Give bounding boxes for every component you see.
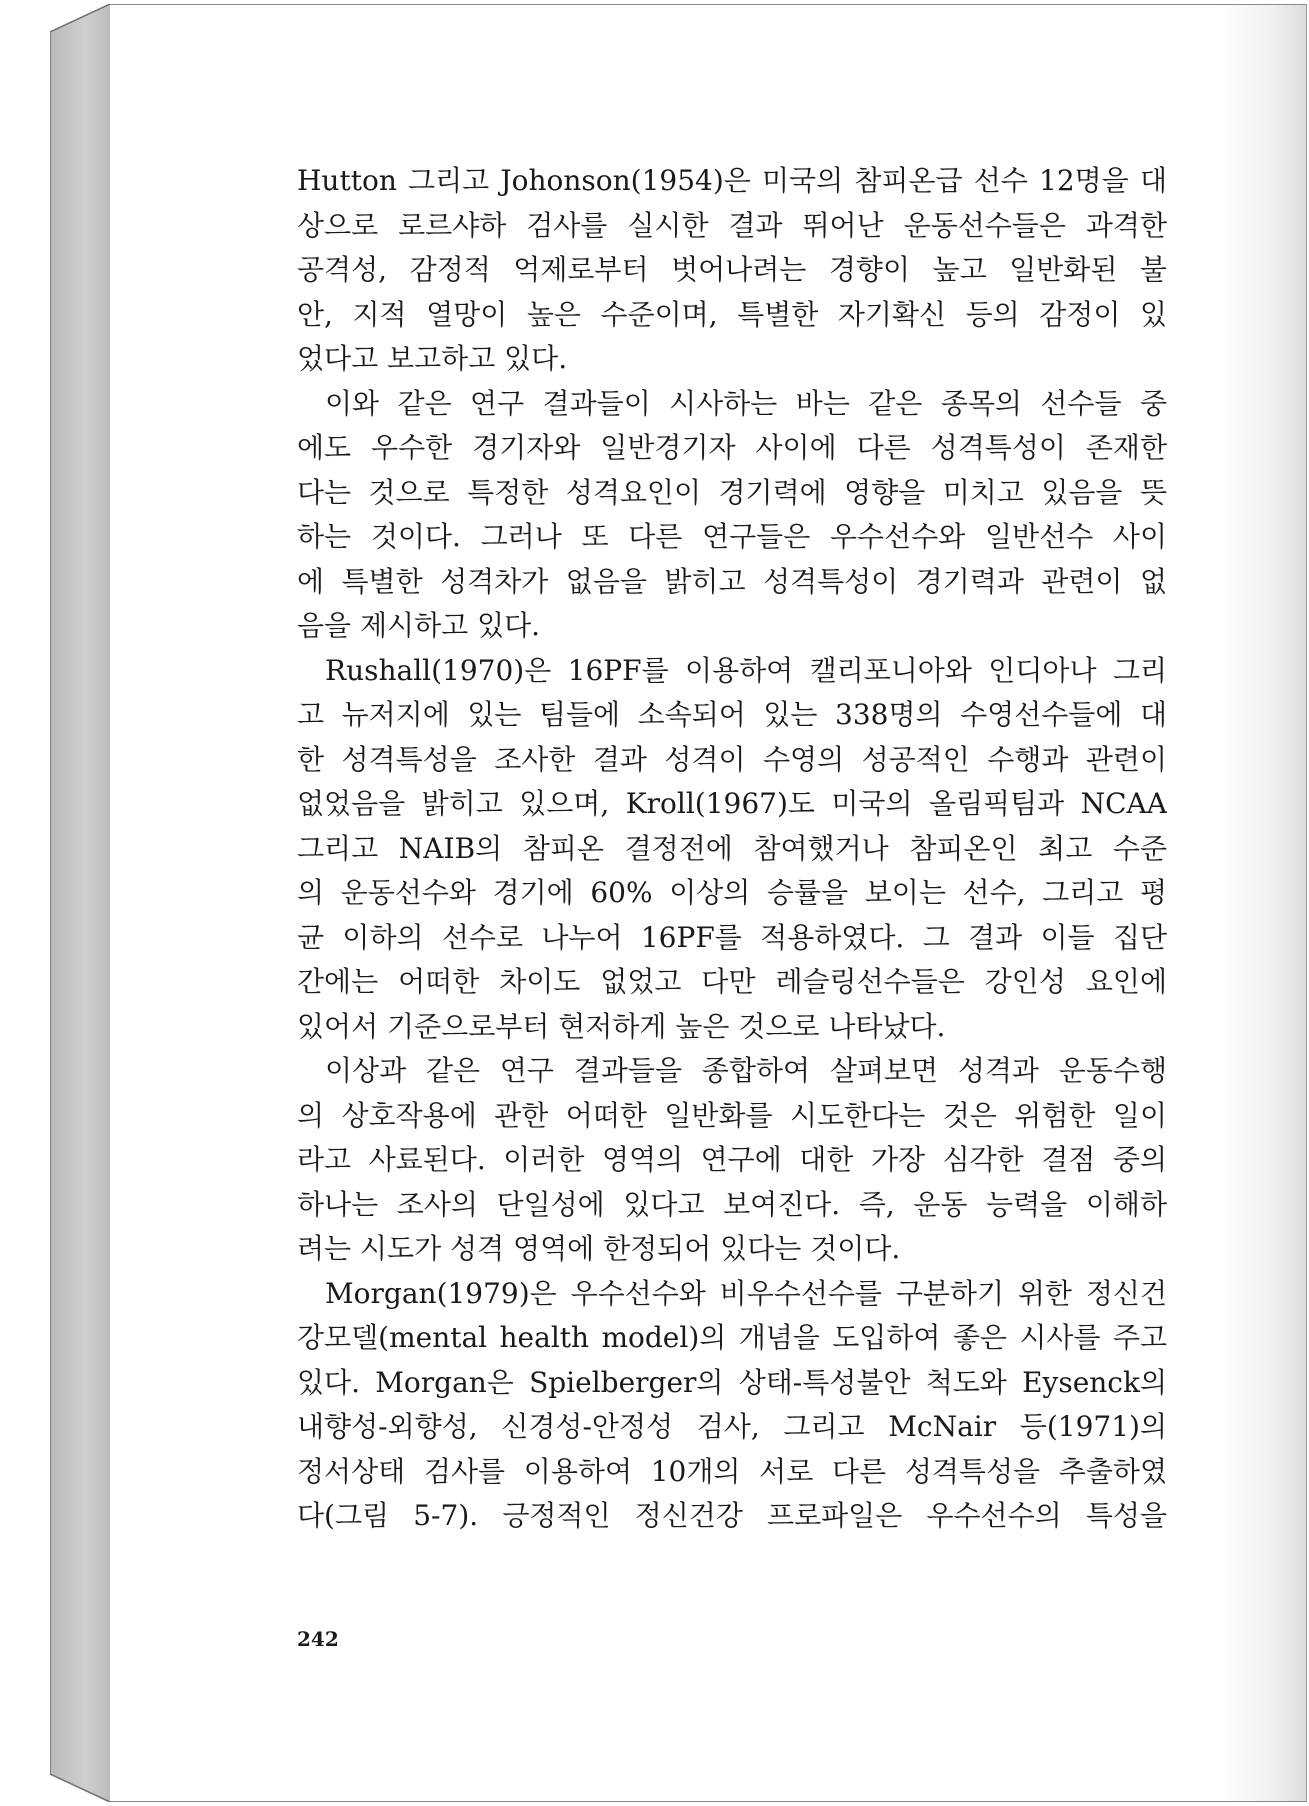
text-line: 하나는 조사의 단일성에 있다고 보여진다. 즉, 운동 능력을 이해하 bbox=[297, 1187, 1167, 1221]
text-line: 공격성, 감정적 억제로부터 벗어나려는 경향이 높고 일반화된 불 bbox=[297, 253, 1167, 286]
text-line: 에 특별한 성격차가 없음을 밝히고 성격특성이 경기력과 관련이 없 bbox=[297, 564, 1167, 598]
text-line: 이상과 같은 연구 결과들을 종합하여 살펴보면 성격과 운동수행 bbox=[325, 1054, 1167, 1087]
page-number: 242 bbox=[297, 1627, 339, 1651]
text-line: 강모델(mental health model)의 개념을 도입하여 좋은 시사를 주고 bbox=[297, 1321, 1167, 1354]
body-text bbox=[297, 159, 1167, 1539]
text-line: 하는 것이다. 그러나 또 다른 연구들은 우수선수와 일반선수 사이 bbox=[297, 520, 1167, 553]
text-line: 그리고 NAIB의 참피온 결정전에 참여했거나 참피온인 최고 수준 bbox=[297, 831, 1167, 865]
text-line: 음을 제시하고 있다. bbox=[297, 609, 541, 642]
book-spine bbox=[50, 4, 110, 1802]
text-line: 다는 것으로 특정한 성격요인이 경기력에 영향을 미치고 있음을 뜻 bbox=[297, 475, 1167, 509]
text-line: 라고 사료된다. 이러한 영역의 연구에 대한 가장 심각한 결점 중의 bbox=[297, 1143, 1167, 1176]
text-line: 안, 지적 열망이 높은 수준이며, 특별한 자기확신 등의 감정이 있 bbox=[297, 297, 1167, 331]
text-line: 한 성격특성을 조사한 결과 성격이 수영의 성공적인 수행과 관련이 bbox=[297, 742, 1167, 776]
text-line: 의 상호작용에 관한 어떠한 일반화를 시도한다는 것은 위험한 일이 bbox=[297, 1098, 1167, 1132]
book-page bbox=[110, 4, 1307, 1802]
text-line: Morgan(1979)은 우수선수와 비우수선수를 구분하기 위한 정신건 bbox=[325, 1276, 1167, 1310]
text-line: 없었음을 밝히고 있으며, Kroll(1967)도 미국의 올림픽팀과 NCAA bbox=[297, 787, 1167, 820]
text-line: 상으로 로르샤하 검사를 실시한 결과 뛰어난 운동선수들은 과격한 bbox=[297, 208, 1167, 242]
text-line: Rushall(1970)은 16PF를 이용하여 캘리포니아와 인디아나 그리 bbox=[325, 653, 1167, 687]
text-line: 다(그림 5-7). 긍정적인 정신건강 프로파일은 우수선수의 특성을 bbox=[297, 1499, 1167, 1532]
text-line: 었다고 보고하고 있다. bbox=[297, 342, 568, 375]
text-line: 려는 시도가 성격 영역에 한정되어 있다는 것이다. bbox=[297, 1232, 901, 1265]
text-line: 이와 같은 연구 결과들이 시사하는 바는 같은 종목의 선수들 중 bbox=[325, 386, 1167, 420]
text-line: 간에는 어떠한 차이도 없었고 다만 레슬링선수들은 강인성 요인에 bbox=[297, 965, 1167, 998]
text-line: 내향성-외향성, 신경성-안정성 검사, 그리고 McNair 등(1971)의 bbox=[297, 1410, 1167, 1443]
text-line: 있어서 기준으로부터 현저하게 높은 것으로 나타났다. bbox=[297, 1009, 946, 1043]
text-line: 정서상태 검사를 이용하여 10개의 서로 다른 성격특성을 추출하였 bbox=[297, 1454, 1167, 1488]
text-line: 고 뉴저지에 있는 팀들에 소속되어 있는 338명의 수영선수들에 대 bbox=[297, 698, 1167, 731]
text-line: 의 운동선수와 경기에 60% 이상의 승률을 보이는 선수, 그리고 평 bbox=[297, 876, 1167, 909]
text-line: 에도 우수한 경기자와 일반경기자 사이에 다른 성격특성이 존재한 bbox=[297, 431, 1167, 464]
text-line: 균 이하의 선수로 나누어 16PF를 적용하였다. 그 결과 이들 집단 bbox=[297, 920, 1167, 954]
text-line: 있다. Morgan은 Spielberger의 상태-특성불안 척도와 Eysenck의 bbox=[297, 1365, 1167, 1399]
text-line: Hutton 그리고 Johonson(1954)은 미국의 참피온급 선수 12명을 대 bbox=[297, 164, 1167, 197]
